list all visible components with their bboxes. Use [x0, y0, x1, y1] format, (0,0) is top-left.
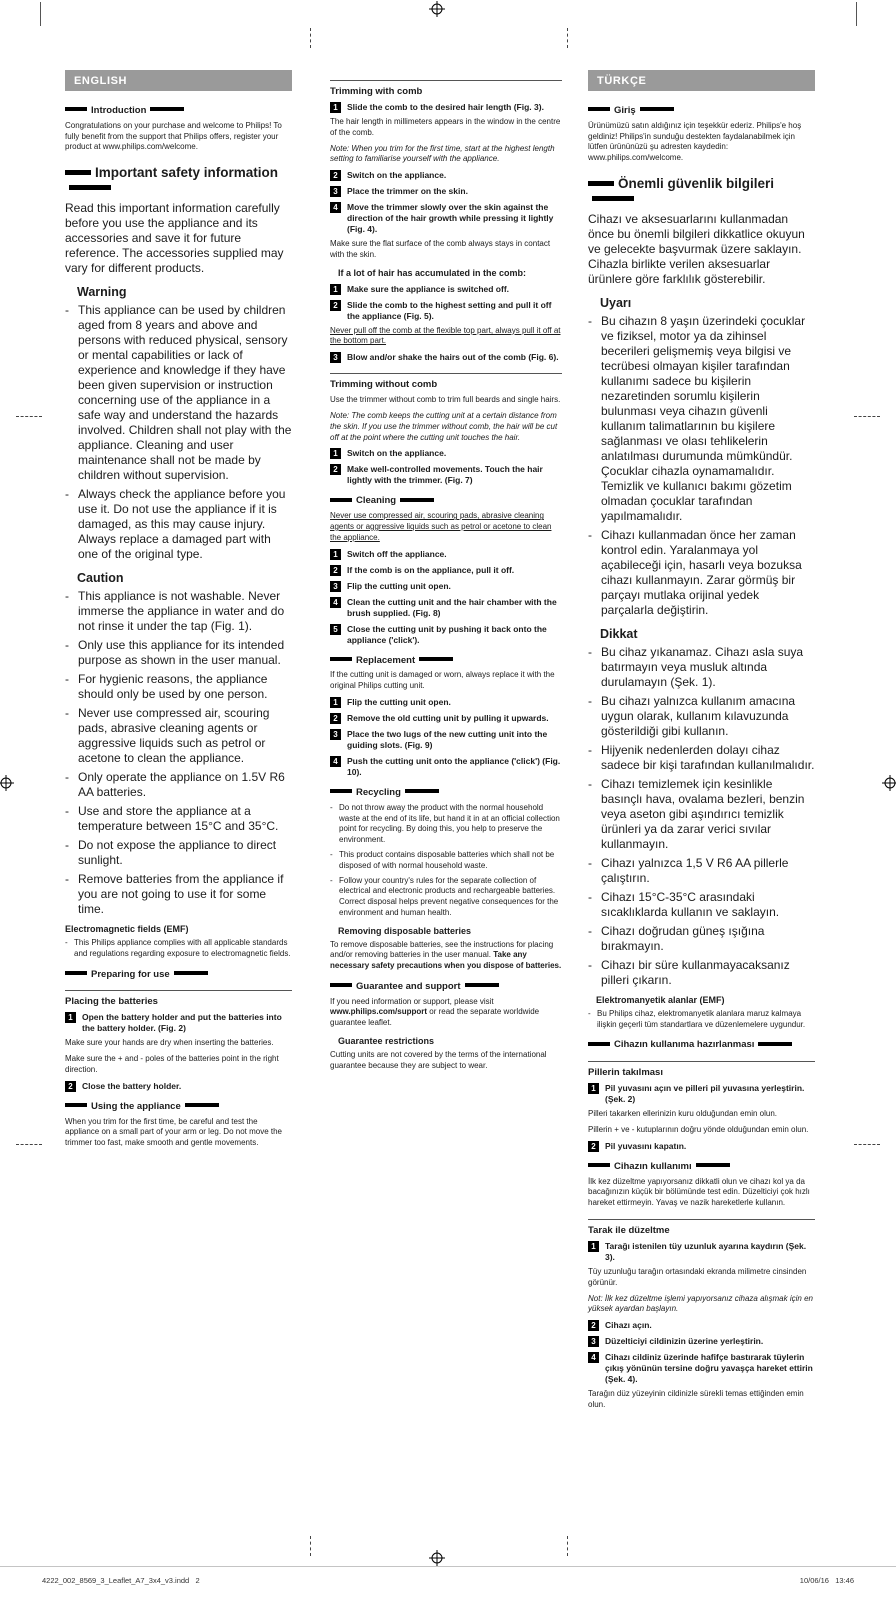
- header-bar: [65, 107, 87, 111]
- paragraph: İlk kez düzeltme yapıyorsanız dikkatli olun ve cihazı kol ya da bacağınızın küçük bir bölümünde test edin. Düzelticiyi çok hızlı hareket ettirmeyin. Yavaş ve nazik hareketlerle kullanın.: [588, 1176, 810, 1208]
- header-bar: [640, 107, 674, 111]
- list-item: [588, 856, 815, 886]
- list-dash: -: [65, 638, 69, 653]
- crop-mark: [40, 2, 41, 26]
- section-header-label: Introduction: [91, 105, 147, 116]
- step-text: Slide the comb to the highest setting and pull it off the appliance (Fig. 5).: [347, 299, 552, 321]
- list-dash: -: [588, 693, 592, 708]
- paragraph: The hair length in millimeters appears in the window in the centre of the comb.: [330, 117, 561, 137]
- paragraph: Read this important information carefully before you use the appliance and its accessories and save it for future reference. The accessories supplied may vary for different products.: [65, 201, 284, 276]
- list-item-text: This Philips appliance complies with all applicable standards and regulations regarding exposure to electromagnetic fields.: [74, 937, 291, 958]
- paragraph: [330, 940, 562, 972]
- caution-text: Never pull off the comb at the flexible top part, always pull it off at the bottom part.: [330, 325, 561, 346]
- section-header: [330, 496, 562, 507]
- list-item: [330, 876, 562, 919]
- list-item-text: Only use this appliance for its intended purpose as shown in the user manual.: [78, 638, 285, 668]
- paragraph: Make sure your hands are dry when inserting the batteries.: [65, 1038, 274, 1048]
- header-bar: [400, 498, 434, 502]
- header-bar: [330, 657, 352, 661]
- paragraph: Pillerin + ve - kutuplarının doğru yönde olduğundan emin olun.: [588, 1124, 809, 1134]
- list-item-text: Cihazı 15°C-35°C arasındaki sıcaklıklarda kullanın ve saklayın.: [601, 889, 780, 919]
- sub-heading: Uyarı: [600, 295, 632, 310]
- list-dash: -: [330, 802, 333, 812]
- header-bar: [185, 1103, 219, 1107]
- list-item: [588, 958, 815, 988]
- list-item-text: Bu cihaz yıkanamaz. Cihazı asla suya batırmayın veya musluk altında durulamayın (Şek. 1).: [601, 644, 804, 689]
- list-item-text: Cihazı yalnızca 1,5 V R6 AA pillerle çalıştırın.: [601, 855, 789, 885]
- list-item: [65, 638, 292, 668]
- step-number: 1: [330, 448, 341, 459]
- numbered-step: [330, 202, 562, 235]
- sub-heading: Removing disposable batteries: [338, 925, 472, 936]
- list-dash: -: [588, 889, 592, 904]
- step-number: 3: [588, 1336, 599, 1347]
- step-text: Clean the cutting unit and the hair chamber with the brush supplied. (Fig. 8): [347, 596, 557, 618]
- list-item-text: Cihazı bir süre kullanmayacaksanız pilleri çıkarın.: [601, 957, 790, 987]
- step-text: Flip the cutting unit open.: [347, 696, 451, 707]
- list-item-text: This product contains disposable batteries which shall not be disposed of with normal household waste.: [339, 849, 555, 870]
- list-item: [588, 743, 815, 773]
- registration-mark-bottom: [429, 1550, 445, 1566]
- list-dash: -: [65, 872, 69, 887]
- numbered-step: [330, 170, 562, 181]
- paragraph: Congratulations on your purchase and welcome to Philips! To fully benefit from the support that Philips offers, register your product at www.philips.com/welcome.: [65, 120, 282, 152]
- step-number: 3: [330, 186, 341, 197]
- paragraph: Ürünümüzü satın aldığınız için teşekkür ederiz. Philips'e hoş geldiniz! Philips'in sunduğu destekten faydalanabilmek için lütfen ürününüzü şu adresten kaydedin: www.philips.com/welcome.: [588, 120, 802, 163]
- numbered-step: [330, 352, 562, 363]
- step-number: 1: [588, 1241, 599, 1252]
- list-dash: -: [588, 1008, 591, 1018]
- list-item-text: Do not expose the appliance to direct sunlight.: [78, 838, 277, 868]
- step-text: Make sure the appliance is switched off.: [347, 283, 510, 294]
- numbered-step: [330, 729, 562, 751]
- crop-mark: [16, 1144, 42, 1145]
- list-dash: -: [65, 487, 69, 502]
- registration-mark-left: [0, 775, 14, 791]
- step-number: 4: [330, 597, 341, 608]
- section-header-label: Preparing for use: [91, 968, 170, 980]
- note-text: Note: When you trim for the first time, start at the highest length setting to familiarise yourself with the appliance.: [330, 143, 555, 164]
- step-text: Cihazı cildiniz üzerinde hafifçe bastırarak tüylerin çıkış yönünün tersine doğru yavaşça hareket ettirin (Şek. 4).: [605, 1352, 813, 1385]
- header-bar: [588, 181, 614, 186]
- language-header: TÜRKÇE: [588, 70, 815, 91]
- step-number: 2: [330, 170, 341, 181]
- numbered-step: [588, 1352, 815, 1385]
- step-text: Place the trimmer on the skin.: [347, 186, 468, 197]
- numbered-step: [330, 565, 562, 576]
- step-number: 1: [330, 549, 341, 560]
- header-bar: [330, 983, 352, 987]
- columns: [65, 70, 815, 1416]
- section-header: [65, 165, 292, 195]
- list-item: [588, 777, 815, 852]
- section-header-label: Giriş: [614, 105, 636, 116]
- step-text: Düzelticiyi cildinizin üzerine yerleştirin.: [605, 1336, 764, 1347]
- paragraph: Tüy uzunluğu tarağın ortasındaki ekranda milimetre cinsinden görünür.: [588, 1266, 807, 1287]
- step-number: 2: [330, 464, 341, 475]
- numbered-step: [330, 597, 562, 619]
- crop-mark: [16, 416, 42, 417]
- header-bar: [174, 971, 208, 975]
- note-text: Not: İlk kez düzeltme işlemi yapıyorsanız cihaza alışmak için en yüksek ayardan başlayın.: [588, 1293, 813, 1314]
- list-item-text: Cihazı temizlemek için kesinlikle basınçlı hava, ovalama bezleri, benzin veya aseton gibi aşındırıcı temizlik ürünleri ya da zarar verici sıvılar kullanmayın.: [601, 776, 805, 851]
- list-item-text: This appliance can be used by children aged from 8 years and above and persons with reduced physical, sensory or mental capabilities or lack of experience and knowledge if they have been given supervision or instruction concerning use of the appliance in a safe way and understand the hazards involved. Children shall not play with the appliance. Cleaning and user maintenance shall not be made by children without supervision.: [78, 303, 292, 483]
- list-dash: -: [588, 957, 592, 972]
- numbered-step: [330, 756, 562, 778]
- registration-mark-top: [429, 1, 445, 17]
- list-dash: -: [330, 849, 333, 859]
- numbered-step: [588, 1241, 815, 1263]
- step-text: Push the cutting unit onto the appliance ('click') (Fig. 10).: [347, 755, 561, 777]
- list-item-text: Bu Philips cihaz, elektromanyetik alanlara maruz kalmaya ilişkin geçerli tüm standartlara ve düzenlemelere uygundur.: [597, 1008, 806, 1029]
- step-text: Open the battery holder and put the batteries into the battery holder. (Fig. 2): [82, 1012, 282, 1034]
- numbered-step: [588, 1320, 815, 1331]
- list-dash: -: [65, 589, 69, 604]
- list-item: [65, 838, 292, 868]
- step-text: Close the cutting unit by pushing it back onto the appliance ('click').: [347, 623, 547, 645]
- list-dash: -: [65, 804, 69, 819]
- numbered-step: [588, 1336, 815, 1347]
- numbered-step: [65, 1012, 292, 1034]
- crop-mark: [567, 1536, 568, 1556]
- sub-header: Tarak ile düzeltme: [588, 1219, 815, 1236]
- numbered-step: [330, 464, 562, 486]
- list-item-text: Never use compressed air, scouring pads, abrasive cleaning agents or aggressive liquids such as petrol or acetone to clean the appliance.: [78, 706, 270, 766]
- numbered-step: [330, 697, 562, 708]
- sub-heading: If a lot of hair has accumulated in the comb:: [338, 267, 527, 278]
- step-text: Slide the comb to the desired hair length (Fig. 3).: [347, 102, 544, 112]
- crop-mark: [856, 2, 857, 26]
- paragraph: Make sure the flat surface of the comb always stays in contact with the skin.: [330, 239, 551, 259]
- section-header-label: Important safety information: [95, 165, 279, 181]
- caution-text: Never use compressed air, scouring pads, abrasive cleaning agents or aggressive liquids such as petrol or acetone to clean the appliance.: [330, 511, 552, 542]
- paragraph: Tarağın düz yüzeyinin cildinizle sürekli temas ettiğinden emin olun.: [588, 1389, 804, 1409]
- list-item-text: Remove batteries from the appliance if you are not going to use it for some time.: [78, 872, 284, 917]
- section-header-label: Cleaning: [356, 495, 397, 507]
- header-bar: [330, 498, 352, 502]
- bold-text: Take any necessary safety precautions when you dispose of batteries.: [330, 950, 562, 971]
- list-item-text: Use and store the appliance at a temperature between 15°C and 35°C.: [78, 804, 279, 834]
- section-header: [330, 982, 562, 993]
- list-dash: -: [65, 303, 69, 318]
- numbered-step: [588, 1083, 815, 1105]
- note-text: Note: The comb keeps the cutting unit at a certain distance from the skin. If you use the trimmer without comb, the hair will be cut off at the point where the cutting unit touches the hair.: [330, 410, 558, 442]
- numbered-step: [330, 549, 562, 560]
- section-header-label: Önemli güvenlik bilgileri: [618, 175, 775, 191]
- step-number: 2: [330, 713, 341, 724]
- list-item-text: Hijyenik nedenlerden dolayı cihaz sadece bir kişi tarafından kullanılmalıdır.: [601, 742, 815, 772]
- numbered-step: [330, 284, 562, 295]
- step-number: 2: [588, 1141, 599, 1152]
- list-item-text: Bu cihazın 8 yaşın üzerindeki çocuklar ve fiziksel, motor ya da zihinsel becerileri gelişmemiş veya bilgisi ve tecrübesi olmayan kişiler tarafından kullanımı sadece bu kişilerin nezaretinden sorumlu kişilerin bulunması veya cihazın güvenli kullanım talimatlarının bu kişilere sağlanması ve olası tehlikelerin anlatılması durumunda mümkündür. Çocuklar cihazla oynamamalıdır. Temizlik ve kullanıcı bakımı gözetim olmadan çocuklar tarafından yapılmamalıdır.: [601, 313, 806, 523]
- step-text: Cihazı açın.: [605, 1320, 652, 1331]
- paragraph: Pilleri takarken ellerinizin kuru olduğundan emin olun.: [588, 1109, 777, 1119]
- step-text: Switch off the appliance.: [347, 548, 447, 559]
- step-number: 3: [330, 352, 341, 363]
- step-number: 2: [65, 1081, 76, 1092]
- section-header-label: Replacement: [356, 654, 416, 666]
- header-bar: [330, 789, 352, 793]
- step-text: Blow and/or shake the hairs out of the comb (Fig. 6).: [347, 352, 559, 363]
- step-number: 2: [330, 300, 341, 311]
- list-item: [65, 303, 292, 483]
- step-number: 4: [330, 202, 341, 213]
- step-number: 1: [330, 102, 341, 113]
- list-item: [588, 314, 815, 524]
- sub-header: Trimming without comb: [330, 373, 562, 390]
- sub-heading: Warning: [77, 285, 127, 300]
- header-bar: [588, 1042, 610, 1046]
- step-number: 3: [330, 581, 341, 592]
- numbered-step: [65, 1081, 292, 1092]
- list-dash: -: [65, 672, 69, 687]
- sub-heading: Guarantee restrictions: [338, 1036, 435, 1047]
- list-dash: -: [588, 776, 592, 791]
- header-bar: [758, 1042, 792, 1046]
- paragraph: Cihazı ve aksesuarlarını kullanmadan önce bu önemli bilgileri dikkatlice okuyun ve gelecekte başvurmak üzere saklayın. Cihazla birlikte verilen aksesuarlar ürünlere göre farklılık gösterebilir.: [588, 211, 805, 286]
- step-text: Switch on the appliance.: [347, 448, 447, 459]
- step-text: Place the two lugs of the new cutting unit into the guiding slots. (Fig. 9): [347, 728, 548, 750]
- header-bar: [65, 1103, 87, 1107]
- section-header: [65, 970, 292, 981]
- list-dash: -: [65, 706, 69, 721]
- numbered-step: [330, 448, 562, 459]
- list-item: [588, 1009, 815, 1031]
- list-item-text: Always check the appliance before you use it. Do not use the appliance if it is damaged, as this may cause injury. Always replace a damaged part with one of the original type.: [78, 487, 286, 562]
- list-item-text: Follow your country's rules for the separate collection of electrical and electronic products and rechargeable batteries. Correct disposal helps prevent negative consequences for the environment and human health.: [339, 875, 559, 917]
- header-bar: [592, 196, 634, 201]
- list-dash: -: [65, 937, 68, 947]
- numbered-step: [330, 581, 562, 592]
- list-dash: -: [65, 770, 69, 785]
- paragraph: [330, 997, 562, 1029]
- numbered-step: [330, 624, 562, 646]
- section-header: [65, 1102, 292, 1113]
- list-item: [65, 804, 292, 834]
- column-turkish: [588, 70, 815, 1416]
- list-dash: -: [330, 875, 333, 885]
- section-header-label: Cihazın kullanımı: [614, 1160, 692, 1172]
- numbered-step: [330, 713, 562, 724]
- section-header: [330, 656, 562, 667]
- list-item-text: Only operate the appliance on 1.5V R6 AA batteries.: [78, 770, 285, 800]
- section-header: [65, 106, 292, 117]
- list-dash: -: [588, 313, 592, 328]
- list-item: [330, 803, 562, 846]
- list-item: [65, 487, 292, 562]
- sub-header: Trimming with comb: [330, 80, 562, 97]
- step-number: 2: [330, 565, 341, 576]
- footer-timestamp: 10/06/16 13:46: [799, 1576, 854, 1585]
- step-number: 2: [588, 1320, 599, 1331]
- language-header: ENGLISH: [65, 70, 292, 91]
- crop-mark: [854, 1144, 880, 1145]
- section-header-label: Using the appliance: [91, 1100, 181, 1112]
- paragraph: Make sure the + and - poles of the batteries point in the right direction.: [65, 1054, 279, 1074]
- sub-heading: Caution: [77, 571, 124, 586]
- sub-header: Pillerin takılması: [588, 1061, 815, 1078]
- header-bar: [69, 185, 111, 190]
- section-header-label: Cihazın kullanıma hazırlanması: [614, 1039, 755, 1051]
- paragraph: Use the trimmer without comb to trim full beards and single hairs.: [330, 395, 561, 405]
- list-item-text: Do not throw away the product with the normal household waste at the end of its life, but hand it in at an official collection point for recycling. By doing this, you help to preserve the environment.: [339, 802, 560, 845]
- section-header-label: Recycling: [356, 786, 401, 798]
- numbered-step: [588, 1141, 815, 1152]
- header-bar: [405, 789, 439, 793]
- footer-filename: 4222_002_8569_3_Leaflet_A7_3x4_v3.indd 2: [42, 1576, 200, 1585]
- list-item: [588, 645, 815, 690]
- crop-mark: [310, 1536, 311, 1556]
- list-dash: -: [588, 527, 592, 542]
- header-bar: [65, 971, 87, 975]
- list-item: [588, 890, 815, 920]
- section-header: [588, 106, 815, 117]
- header-bar: [419, 657, 453, 661]
- plain-text: To remove disposable batteries, see the instructions for placing and/or removing batteries in the user manual.: [330, 939, 554, 960]
- plain-text: or read the separate worldwide guarantee leaflet.: [330, 1007, 540, 1028]
- step-text: If the comb is on the appliance, pull it off.: [347, 564, 515, 575]
- section-header: [588, 1162, 815, 1173]
- numbered-step: [330, 186, 562, 197]
- paragraph: If the cutting unit is damaged or worn, always replace it with the original Philips cutting unit.: [330, 670, 555, 691]
- list-item: [588, 694, 815, 739]
- header-bar: [465, 983, 499, 987]
- step-number: 1: [330, 284, 341, 295]
- numbered-step: [330, 300, 562, 322]
- list-dash: -: [588, 742, 592, 757]
- list-item-text: This appliance is not washable. Never immerse the appliance in water and do not rinse it under the tap (Fig. 1).: [78, 589, 285, 634]
- sub-header: Placing the batteries: [65, 990, 292, 1007]
- sub-heading: Elektromanyetik alanlar (EMF): [596, 994, 725, 1005]
- crop-mark: [567, 28, 568, 48]
- list-dash: -: [588, 923, 592, 938]
- list-dash: -: [588, 644, 592, 659]
- list-dash: -: [65, 838, 69, 853]
- column-english: [65, 70, 292, 1416]
- section-header-label: Guarantee and support: [356, 980, 461, 992]
- header-bar: [588, 107, 610, 111]
- paragraph: When you trim for the first time, be careful and test the appliance on a small part of your arm or leg. Do not move the trimmer too fast, make smooth and gentle movements.: [65, 1116, 282, 1148]
- list-item-text: Cihazı kullanmadan önce her zaman kontrol edin. Yaralanmaya yol açabileceği için, hasarlı veya bozuksa cihazı kullanmayın. Zarar görmüş bir parçayı mutlaka orijinal yedek parçalarla değiştirin.: [601, 527, 802, 617]
- bold-text: www.philips.com/support: [330, 1007, 428, 1017]
- plain-text: If you need information or support, please visit: [330, 996, 494, 1006]
- crop-mark: [310, 28, 311, 48]
- header-bar: [588, 1163, 610, 1167]
- list-item: [65, 706, 292, 766]
- sub-heading: Electromagnetic fields (EMF): [65, 924, 189, 935]
- step-number: 4: [330, 756, 341, 767]
- step-text: Make well-controlled movements. Touch the hair lightly with the trimmer. (Fig. 7): [347, 464, 543, 486]
- step-text: Flip the cutting unit open.: [347, 580, 451, 591]
- list-item: [65, 589, 292, 634]
- crop-mark: [854, 416, 880, 417]
- step-text: Switch on the appliance.: [347, 170, 447, 181]
- step-number: 3: [330, 729, 341, 740]
- step-number: 1: [65, 1012, 76, 1023]
- list-item-text: Cihazı doğrudan güneş ışığına bırakmayın.: [601, 923, 765, 953]
- list-item: [65, 938, 292, 960]
- section-header: [330, 788, 562, 799]
- section-header: [588, 1040, 815, 1051]
- numbered-step: [330, 102, 562, 113]
- step-text: Close the battery holder.: [82, 1080, 182, 1091]
- step-text: Move the trimmer slowly over the skin against the direction of the hair growth while pressing it lightly (Fig. 4).: [347, 202, 554, 235]
- step-number: 5: [330, 624, 341, 635]
- step-text: Tarağı istenilen tüy uzunluk ayarına kaydırın (Şek. 3).: [605, 1240, 807, 1262]
- list-item: [65, 672, 292, 702]
- bottom-rule: [0, 1566, 896, 1567]
- list-item: [588, 924, 815, 954]
- step-text: Pil yuvasını açın ve pilleri pil yuvasına yerleştirin. (Şek. 2): [605, 1083, 805, 1105]
- list-item: [65, 770, 292, 800]
- step-number: 1: [330, 697, 341, 708]
- header-bar: [65, 170, 91, 175]
- header-bar: [696, 1163, 730, 1167]
- column-middle: [330, 70, 562, 1416]
- paragraph: Cutting units are not covered by the terms of the international guarantee because they are subject to wear.: [330, 1049, 547, 1070]
- list-item: [330, 850, 562, 872]
- list-item-text: Bu cihazı yalnızca kullanım amacına uygun olarak, kullanım kılavuzunda gösterildiği gibi kullanın.: [601, 693, 796, 738]
- step-text: Pil yuvasını kapatın.: [605, 1140, 687, 1151]
- sub-heading: Dikkat: [600, 626, 638, 641]
- step-number: 4: [588, 1352, 599, 1363]
- header-bar: [150, 107, 184, 111]
- registration-mark-right: [882, 775, 896, 791]
- list-item: [588, 528, 815, 618]
- step-text: Remove the old cutting unit by pulling it upwards.: [347, 712, 549, 723]
- list-item: [65, 872, 292, 917]
- list-item-text: For hygienic reasons, the appliance should only be used by one person.: [78, 672, 268, 702]
- list-dash: -: [588, 855, 592, 870]
- section-header: [588, 176, 815, 206]
- step-number: 1: [588, 1083, 599, 1094]
